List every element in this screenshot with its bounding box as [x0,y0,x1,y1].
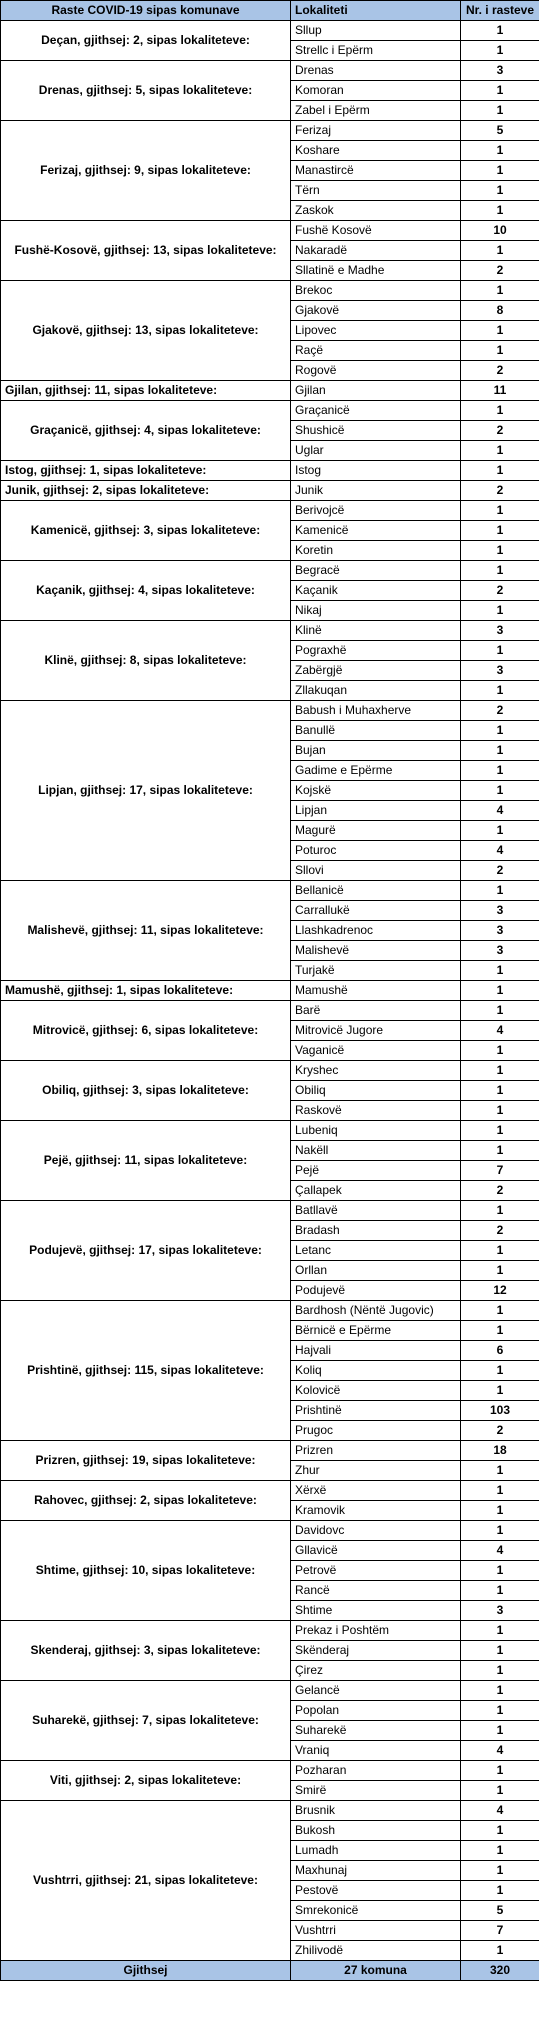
municipality-cell[interactable]: Prishtinë, gjithsej: 115, sipas lokaliteteve: [1,1301,291,1441]
locality-cell[interactable]: Zaskok [291,201,461,221]
locality-cell[interactable]: Popolan [291,1701,461,1721]
case-count-cell[interactable]: 1 [461,1501,539,1521]
locality-cell[interactable]: Barë [291,1001,461,1021]
locality-cell[interactable]: Mitrovicë Jugore [291,1021,461,1041]
locality-cell[interactable]: Vushtrri [291,1921,461,1941]
case-count-cell[interactable]: 1 [461,181,539,201]
locality-cell[interactable]: Pejë [291,1161,461,1181]
case-count-cell[interactable]: 1 [461,1061,539,1081]
case-count-cell[interactable]: 2 [461,1221,539,1241]
case-count-cell[interactable]: 3 [461,621,539,641]
locality-cell[interactable]: Drenas [291,61,461,81]
case-count-cell[interactable]: 1 [461,1621,539,1641]
case-count-cell[interactable]: 1 [461,401,539,421]
case-count-cell[interactable]: 1 [461,1881,539,1901]
table-row [1,1301,539,1321]
locality-cell[interactable]: Klinë [291,621,461,641]
locality-cell[interactable]: Bradash [291,1221,461,1241]
case-count-cell[interactable]: 1 [461,1381,539,1401]
table-row [1,21,539,41]
locality-cell[interactable]: Kramovik [291,1501,461,1521]
case-count-cell[interactable]: 1 [461,741,539,761]
municipality-cell[interactable]: Klinë, gjithsej: 8, sipas lokaliteteve: [1,621,291,701]
municipality-cell[interactable]: Podujevë, gjithsej: 17, sipas lokaliteteve: [1,1201,291,1301]
locality-cell[interactable]: Prizren [291,1441,461,1461]
locality-cell[interactable]: Rogovë [291,361,461,381]
case-count-cell[interactable]: 1 [461,1721,539,1741]
case-count-cell[interactable]: 1 [461,1261,539,1281]
locality-cell[interactable]: Lipovec [291,321,461,341]
municipality-cell[interactable]: Obiliq, gjithsej: 3, sipas lokaliteteve: [1,1061,291,1121]
municipality-cell[interactable]: Gjakovë, gjithsej: 13, sipas lokaliteteve: [1,281,291,381]
locality-cell[interactable]: Prugoc [291,1421,461,1441]
case-count-cell[interactable]: 1 [461,1321,539,1341]
locality-cell[interactable]: Smirë [291,1781,461,1801]
case-count-cell[interactable]: 1 [461,1861,539,1881]
case-count-cell[interactable]: 4 [461,841,539,861]
locality-cell[interactable]: Skënderaj [291,1641,461,1661]
case-count-cell[interactable]: 3 [461,661,539,681]
municipality-cell[interactable]: Mamushë, gjithsej: 1, sipas lokaliteteve: [1,981,291,1001]
municipality-cell[interactable]: Ferizaj, gjithsej: 9, sipas lokaliteteve: [1,121,291,221]
locality-cell[interactable]: Mamushë [291,981,461,1001]
case-count-cell[interactable]: 8 [461,301,539,321]
table-row [1,61,539,81]
locality-cell[interactable]: Shtime [291,1601,461,1621]
municipality-cell[interactable]: Gjilan, gjithsej: 11, sipas lokaliteteve: [1,381,291,401]
header-locality[interactable]: Lokaliteti [291,1,461,21]
total-cases[interactable]: 320 [461,1961,539,1981]
table-row [1,121,539,141]
case-count-cell[interactable]: 4 [461,1021,539,1041]
case-count-cell[interactable]: 1 [461,1641,539,1661]
table-row [1,401,539,421]
municipality-cell[interactable]: Prizren, gjithsej: 19, sipas lokaliteteve: [1,1441,291,1481]
locality-cell[interactable]: Rancë [291,1581,461,1601]
locality-cell[interactable]: Kamenicë [291,521,461,541]
locality-cell[interactable]: Lumadh [291,1841,461,1861]
case-count-cell[interactable]: 1 [461,161,539,181]
table-row [1,881,539,901]
locality-cell[interactable]: Gjakovë [291,301,461,321]
case-count-cell[interactable]: 1 [461,81,539,101]
case-count-cell[interactable]: 1 [461,1201,539,1221]
case-count-cell[interactable]: 2 [461,861,539,881]
municipality-cell[interactable]: Lipjan, gjithsej: 17, sipas lokaliteteve: [1,701,291,881]
table-row [1,1801,539,1821]
case-count-cell[interactable]: 1 [461,1121,539,1141]
case-count-cell[interactable]: 1 [461,761,539,781]
case-count-cell[interactable]: 1 [461,1141,539,1161]
municipality-cell[interactable]: Drenas, gjithsej: 5, sipas lokaliteteve: [1,61,291,121]
locality-cell[interactable]: Zllakuqan [291,681,461,701]
case-count-cell[interactable]: 1 [461,541,539,561]
case-count-cell[interactable]: 1 [461,1481,539,1501]
case-count-cell[interactable]: 2 [461,421,539,441]
locality-cell[interactable]: Letanc [291,1241,461,1261]
case-count-cell[interactable]: 12 [461,1281,539,1301]
table-row [1,701,539,721]
locality-cell[interactable]: Uglar [291,441,461,461]
locality-cell[interactable]: Poturoc [291,841,461,861]
locality-cell[interactable]: Koshare [291,141,461,161]
table-row [1,561,539,581]
case-count-cell[interactable]: 3 [461,1601,539,1621]
municipality-cell[interactable]: Deçan, gjithsej: 2, sipas lokaliteteve: [1,21,291,61]
case-count-cell[interactable]: 1 [461,1521,539,1541]
locality-cell[interactable]: Graçanicë [291,401,461,421]
table-row [1,1061,539,1081]
locality-cell[interactable]: Kaçanik [291,581,461,601]
case-count-cell[interactable]: 1 [461,461,539,481]
case-count-cell[interactable]: 1 [461,1761,539,1781]
table-row [1,1621,539,1641]
locality-cell[interactable]: Bërnicë e Epërme [291,1321,461,1341]
case-count-cell[interactable]: 1 [461,1101,539,1121]
locality-cell[interactable]: Raskovë [291,1101,461,1121]
case-count-cell[interactable]: 1 [461,601,539,621]
locality-cell[interactable]: Komoran [291,81,461,101]
case-count-cell[interactable]: 1 [461,521,539,541]
locality-cell[interactable]: Nakaradë [291,241,461,261]
case-count-cell[interactable]: 2 [461,1181,539,1201]
municipality-cell[interactable]: Mitrovicë, gjithsej: 6, sipas lokaliteteve: [1,1001,291,1061]
case-count-cell[interactable]: 1 [461,201,539,221]
municipality-cell[interactable]: Malishevë, gjithsej: 11, sipas lokaliteteve: [1,881,291,981]
locality-cell[interactable]: Llashkadrenoc [291,921,461,941]
total-label[interactable]: Gjithsej [1,1961,291,1981]
case-count-cell[interactable]: 2 [461,701,539,721]
case-count-cell[interactable]: 2 [461,481,539,501]
municipality-cell[interactable]: Istog, gjithsej: 1, sipas lokaliteteve: [1,461,291,481]
locality-cell[interactable]: Turjakë [291,961,461,981]
locality-cell[interactable]: Bellanicë [291,881,461,901]
case-count-cell[interactable]: 11 [461,381,539,401]
case-count-cell[interactable]: 4 [461,801,539,821]
case-count-cell[interactable]: 5 [461,1901,539,1921]
locality-cell[interactable]: Banullë [291,721,461,741]
case-count-cell[interactable]: 3 [461,901,539,921]
case-count-cell[interactable]: 4 [461,1541,539,1561]
locality-cell[interactable]: Magurë [291,821,461,841]
case-count-cell[interactable]: 1 [461,1081,539,1101]
locality-cell[interactable]: Nikaj [291,601,461,621]
locality-cell[interactable]: Shushicë [291,421,461,441]
total-row [1,1961,539,1981]
locality-cell[interactable]: Berivojcë [291,501,461,521]
locality-cell[interactable]: Smrekonicë [291,1901,461,1921]
case-count-cell[interactable]: 1 [461,281,539,301]
case-count-cell[interactable]: 1 [461,441,539,461]
case-count-cell[interactable]: 1 [461,341,539,361]
table-row [1,1521,539,1541]
municipality-cell[interactable]: Kamenicë, gjithsej: 3, sipas lokaliteteve: [1,501,291,561]
case-count-cell[interactable]: 1 [461,1301,539,1321]
case-count-cell[interactable]: 3 [461,921,539,941]
municipality-cell[interactable]: Viti, gjithsej: 2, sipas lokaliteteve: [1,1761,291,1801]
locality-cell[interactable]: Hajvali [291,1341,461,1361]
table-row [1,281,539,301]
table-row [1,1681,539,1701]
locality-cell[interactable]: Carrallukë [291,901,461,921]
locality-cell[interactable]: Koliq [291,1361,461,1381]
locality-cell[interactable]: Zhilivodë [291,1941,461,1961]
locality-cell[interactable]: Babush i Muhaxherve [291,701,461,721]
locality-cell[interactable]: Tërn [291,181,461,201]
case-count-cell[interactable]: 1 [461,981,539,1001]
case-count-cell[interactable]: 1 [461,321,539,341]
locality-cell[interactable]: Pozharan [291,1761,461,1781]
case-count-cell[interactable]: 1 [461,1041,539,1061]
locality-cell[interactable]: Brusnik [291,1801,461,1821]
case-count-cell[interactable]: 1 [461,101,539,121]
locality-cell[interactable]: Lubeniq [291,1121,461,1141]
locality-cell[interactable]: Gjilan [291,381,461,401]
case-count-cell[interactable]: 2 [461,261,539,281]
table-row [1,1441,539,1461]
locality-cell[interactable]: Bardhosh (Nëntë Jugovic) [291,1301,461,1321]
case-count-cell[interactable]: 2 [461,581,539,601]
case-count-cell[interactable]: 1 [461,1581,539,1601]
case-count-cell[interactable]: 1 [461,1361,539,1381]
case-count-cell[interactable]: 1 [461,21,539,41]
case-count-cell[interactable]: 1 [461,781,539,801]
case-count-cell[interactable]: 1 [461,1701,539,1721]
case-count-cell[interactable]: 1 [461,41,539,61]
locality-cell[interactable]: Ferizaj [291,121,461,141]
table-row [1,221,539,241]
table-row [1,501,539,521]
locality-cell[interactable]: Junik [291,481,461,501]
case-count-cell[interactable]: 1 [461,1941,539,1961]
locality-cell[interactable]: Gelancë [291,1681,461,1701]
table-row [1,1481,539,1501]
municipality-cell[interactable]: Graçanicë, gjithsej: 4, sipas lokaliteteve: [1,401,291,461]
locality-cell[interactable]: Davidovc [291,1521,461,1541]
case-count-cell[interactable]: 5 [461,121,539,141]
locality-cell[interactable]: Prishtinë [291,1401,461,1421]
locality-cell[interactable]: Fushë Kosovë [291,221,461,241]
municipality-cell[interactable]: Rahovec, gjithsej: 2, sipas lokaliteteve: [1,1481,291,1521]
case-count-cell[interactable]: 1 [461,241,539,261]
case-count-cell[interactable]: 3 [461,61,539,81]
case-count-cell[interactable]: 2 [461,1421,539,1441]
locality-cell[interactable]: Bukosh [291,1821,461,1841]
locality-cell[interactable]: Kryshec [291,1061,461,1081]
locality-cell[interactable]: Lipjan [291,801,461,821]
municipality-cell[interactable]: Kaçanik, gjithsej: 4, sipas lokaliteteve: [1,561,291,621]
table-row [1,621,539,641]
locality-cell[interactable]: Istog [291,461,461,481]
case-count-cell[interactable]: 103 [461,1401,539,1421]
table-row [1,461,539,481]
table-row [1,481,539,501]
locality-cell[interactable]: Malishevë [291,941,461,961]
locality-cell[interactable]: Brekoc [291,281,461,301]
case-count-cell[interactable]: 1 [461,961,539,981]
case-count-cell[interactable]: 1 [461,681,539,701]
locality-cell[interactable]: Prekaz i Poshtëm [291,1621,461,1641]
case-count-cell[interactable]: 1 [461,561,539,581]
case-count-cell[interactable]: 1 [461,1241,539,1261]
case-count-cell[interactable]: 1 [461,881,539,901]
locality-cell[interactable]: Çallapek [291,1181,461,1201]
locality-cell[interactable]: Batllavë [291,1201,461,1221]
case-count-cell[interactable]: 18 [461,1441,539,1461]
table-row [1,1001,539,1021]
table-row [1,1201,539,1221]
table-body [1,21,539,1961]
locality-cell[interactable]: Pograxhë [291,641,461,661]
municipality-cell[interactable]: Skenderaj, gjithsej: 3, sipas lokaliteteve: [1,1621,291,1681]
locality-cell[interactable]: Zabërgjë [291,661,461,681]
case-count-cell[interactable]: 1 [461,1561,539,1581]
locality-cell[interactable]: Koretin [291,541,461,561]
table-row [1,981,539,1001]
case-count-cell[interactable]: 1 [461,641,539,661]
locality-cell[interactable]: Manastircë [291,161,461,181]
table-row [1,381,539,401]
case-count-cell[interactable]: 4 [461,1741,539,1761]
locality-cell[interactable]: Obiliq [291,1081,461,1101]
case-count-cell[interactable]: 1 [461,1001,539,1021]
header-case-count[interactable]: Nr. i rasteve [461,1,539,21]
locality-cell[interactable]: Zhur [291,1461,461,1481]
case-count-cell[interactable]: 1 [461,1781,539,1801]
locality-cell[interactable]: Xërxë [291,1481,461,1501]
locality-cell[interactable]: Suharekë [291,1721,461,1741]
municipality-cell[interactable]: Shtime, gjithsej: 10, sipas lokaliteteve: [1,1521,291,1621]
case-count-cell[interactable]: 6 [461,1341,539,1361]
municipality-cell[interactable]: Vushtrri, gjithsej: 21, sipas lokaliteteve: [1,1801,291,1961]
total-municipalities[interactable]: 27 komuna [291,1961,461,1981]
municipality-cell[interactable]: Fushë-Kosovë, gjithsej: 13, sipas lokaliteteve: [1,221,291,281]
case-count-cell[interactable]: 2 [461,361,539,381]
locality-cell[interactable]: Maxhunaj [291,1861,461,1881]
locality-cell[interactable]: Bujan [291,741,461,761]
case-count-cell[interactable]: 1 [461,721,539,741]
municipality-cell[interactable]: Junik, gjithsej: 2, sipas lokaliteteve: [1,481,291,501]
case-count-cell[interactable]: 1 [461,1841,539,1861]
case-count-cell[interactable]: 1 [461,1681,539,1701]
locality-cell[interactable]: Raçë [291,341,461,361]
locality-cell[interactable]: Vraniq [291,1741,461,1761]
locality-cell[interactable]: Begracë [291,561,461,581]
table-row [1,1761,539,1781]
case-count-cell[interactable]: 1 [461,501,539,521]
locality-cell[interactable]: Kolovicë [291,1381,461,1401]
locality-cell[interactable]: Vaganicë [291,1041,461,1061]
locality-cell[interactable]: Podujevë [291,1281,461,1301]
municipality-cell[interactable]: Pejë, gjithsej: 11, sipas lokaliteteve: [1,1121,291,1201]
locality-cell[interactable]: Nakëll [291,1141,461,1161]
case-count-cell[interactable]: 7 [461,1921,539,1941]
municipality-cell[interactable]: Suharekë, gjithsej: 7, sipas lokaliteteve: [1,1681,291,1761]
case-count-cell[interactable]: 1 [461,1661,539,1681]
header-municipality[interactable]: Raste COVID-19 sipas komunave [1,1,291,21]
locality-cell[interactable]: Çirez [291,1661,461,1681]
case-count-cell[interactable]: 1 [461,1821,539,1841]
locality-cell[interactable]: Orllan [291,1261,461,1281]
case-count-cell[interactable]: 3 [461,941,539,961]
locality-cell[interactable]: Sllatinë e Madhe [291,261,461,281]
locality-cell[interactable]: Sllup [291,21,461,41]
locality-cell[interactable]: Petrovë [291,1561,461,1581]
header-row [1,1,539,21]
case-count-cell[interactable]: 1 [461,1461,539,1481]
case-count-cell[interactable]: 7 [461,1161,539,1181]
locality-cell[interactable]: Kojskë [291,781,461,801]
table-row [1,1121,539,1141]
case-count-cell[interactable]: 1 [461,141,539,161]
locality-cell[interactable]: Gllavicë [291,1541,461,1561]
locality-cell[interactable]: Gadime e Epërme [291,761,461,781]
locality-cell[interactable]: Strellc i Epërm [291,41,461,61]
case-count-cell[interactable]: 4 [461,1801,539,1821]
locality-cell[interactable]: Pestovë [291,1881,461,1901]
case-count-cell[interactable]: 10 [461,221,539,241]
locality-cell[interactable]: Zabel i Epërm [291,101,461,121]
case-count-cell[interactable]: 1 [461,821,539,841]
locality-cell[interactable]: Sllovi [291,861,461,881]
